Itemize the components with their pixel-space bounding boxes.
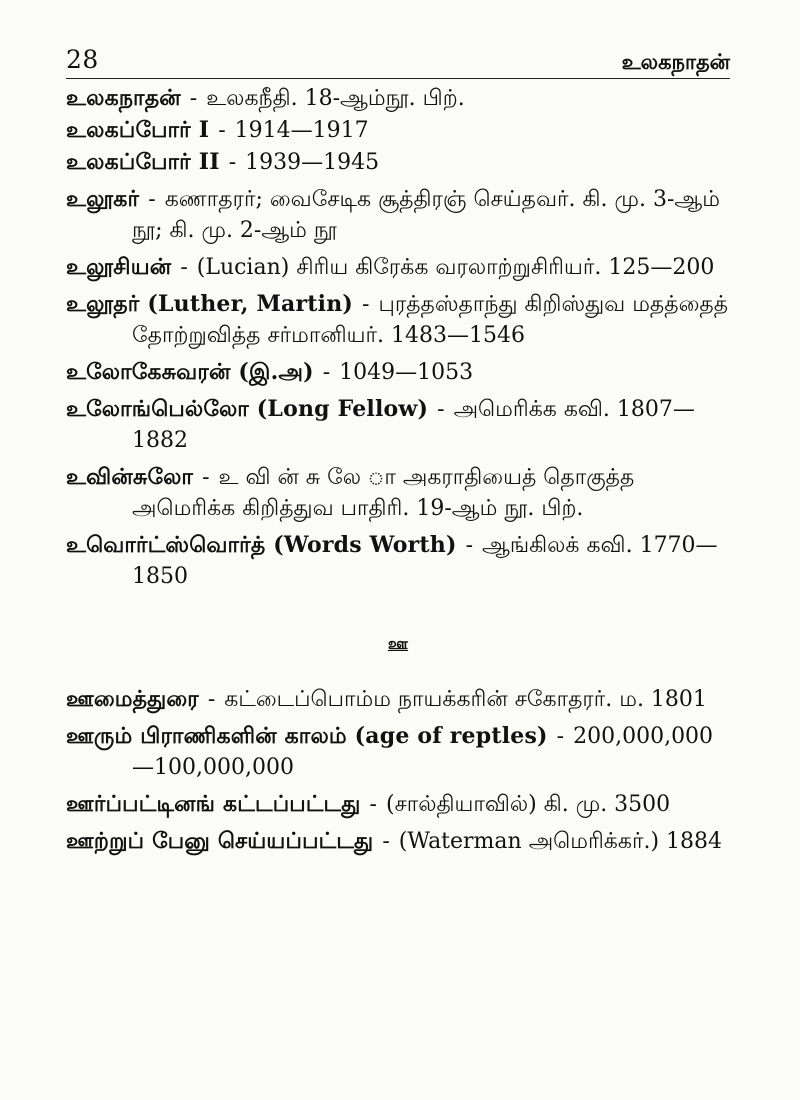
entry-description: கணாதரர்; வைசேடிக சூத்திரஞ் செய்தவர். கி. மு. 3-ஆம் நூ; கி. மு. 2-ஆம் நூ xyxy=(132,187,720,243)
section-entry-list xyxy=(66,684,730,857)
entry xyxy=(66,184,730,246)
entry-separator: - xyxy=(202,465,210,490)
section-heading: ஊ xyxy=(387,634,409,653)
page-number: 28 xyxy=(66,45,99,74)
entry-separator: - xyxy=(322,360,331,385)
entry xyxy=(66,721,730,783)
entry-headword: ஊர்ப்பட்டினங் கட்டப்பட்டது xyxy=(66,791,361,817)
entry-separator: - xyxy=(228,150,237,175)
entry xyxy=(66,684,730,715)
entry-headword: உலோகேசுவரன் (இ.அ) xyxy=(66,359,314,385)
entry-separator: - xyxy=(207,687,216,712)
entry-description: (Lucian) சிரிய கிரேக்க வரலாற்றுசிரியர். 125—200 xyxy=(196,255,715,280)
entry-separator: - xyxy=(362,292,370,317)
running-head xyxy=(66,38,730,72)
entry xyxy=(66,83,730,114)
running-title: உலகநாதன் xyxy=(621,49,730,74)
entry-separator: - xyxy=(218,118,226,143)
entry-description: 1939—1945 xyxy=(245,150,380,175)
entry xyxy=(66,462,730,524)
entry-headword: உலோங்பெல்லோ (Long Fellow) xyxy=(66,396,429,422)
entry-description: அமெரிக்க கவி. 1807—1882 xyxy=(132,397,695,453)
entry-headword: உவின்சுலோ xyxy=(66,464,194,490)
entry-description: ஆங்கிலக் கவி. 1770—1850 xyxy=(132,533,718,589)
entry-separator: - xyxy=(148,187,156,212)
entry xyxy=(66,289,730,351)
entry-description: 200,000,000—100,000,000 xyxy=(132,724,714,780)
entry-headword: உவொர்ட்ஸ்வொர்த் (Words Worth) xyxy=(66,532,457,558)
entry xyxy=(66,789,730,820)
entry xyxy=(66,826,730,857)
entry-headword: உலகநாதன் xyxy=(66,85,181,111)
entry xyxy=(66,357,730,388)
header-rule xyxy=(66,78,730,79)
entry-description: கட்டைப்பொம்ம நாயக்கரின் சகோதரர். ம. 1801 xyxy=(224,687,707,712)
entry-headword: ஊமைத்துரை xyxy=(66,686,199,712)
entry-headword: உலூசியன் xyxy=(66,254,172,280)
entry-headword: ஊரும் பிராணிகளின் காலம் (age of reptles) xyxy=(66,723,548,749)
entry-headword: உலூதர் (Luther, Martin) xyxy=(66,291,354,317)
entry-separator: - xyxy=(382,829,390,854)
entry-description: (சால்தியாவில்) கி. மு. 3500 xyxy=(385,792,671,817)
entry-description: உ வி ன் சு லே ா அகராதியைத் தொகுத்த அமெரிக்க கிறித்துவ பாதிரி. 19-ஆம் நூ. பிற். xyxy=(132,465,635,521)
entry-headword: உலகப்போர் II xyxy=(66,149,220,175)
entry-list xyxy=(66,83,730,592)
entry xyxy=(66,147,730,178)
entry-separator: - xyxy=(437,397,445,422)
entry-description: 1914—1917 xyxy=(234,118,369,143)
entry-separator: - xyxy=(369,792,377,817)
entry-headword: உலூகர் xyxy=(66,186,140,212)
entry-description: (Waterman அமெரிக்கர்.) 1884 xyxy=(398,829,723,854)
entry-headword: ஊற்றுப் பேனு செய்யப்பட்டது xyxy=(66,828,374,854)
entry xyxy=(66,530,730,592)
entry-separator: - xyxy=(180,255,188,280)
entry xyxy=(66,252,730,283)
entry-headword: உலகப்போர் I xyxy=(66,117,210,143)
entry-separator: - xyxy=(189,86,198,111)
entry xyxy=(66,394,730,456)
entry-description: புரத்தஸ்தாந்து கிறிஸ்துவ மதத்தைத் தோற்றுவித்த சர்மானியர். 1483—1546 xyxy=(132,292,729,348)
entry-description: உலகநீதி. 18-ஆம்நூ. பிற். xyxy=(206,86,465,111)
entry-separator: - xyxy=(556,724,565,749)
entry-separator: - xyxy=(465,533,474,558)
entry-description: 1049—1053 xyxy=(339,360,474,385)
entry xyxy=(66,115,730,146)
